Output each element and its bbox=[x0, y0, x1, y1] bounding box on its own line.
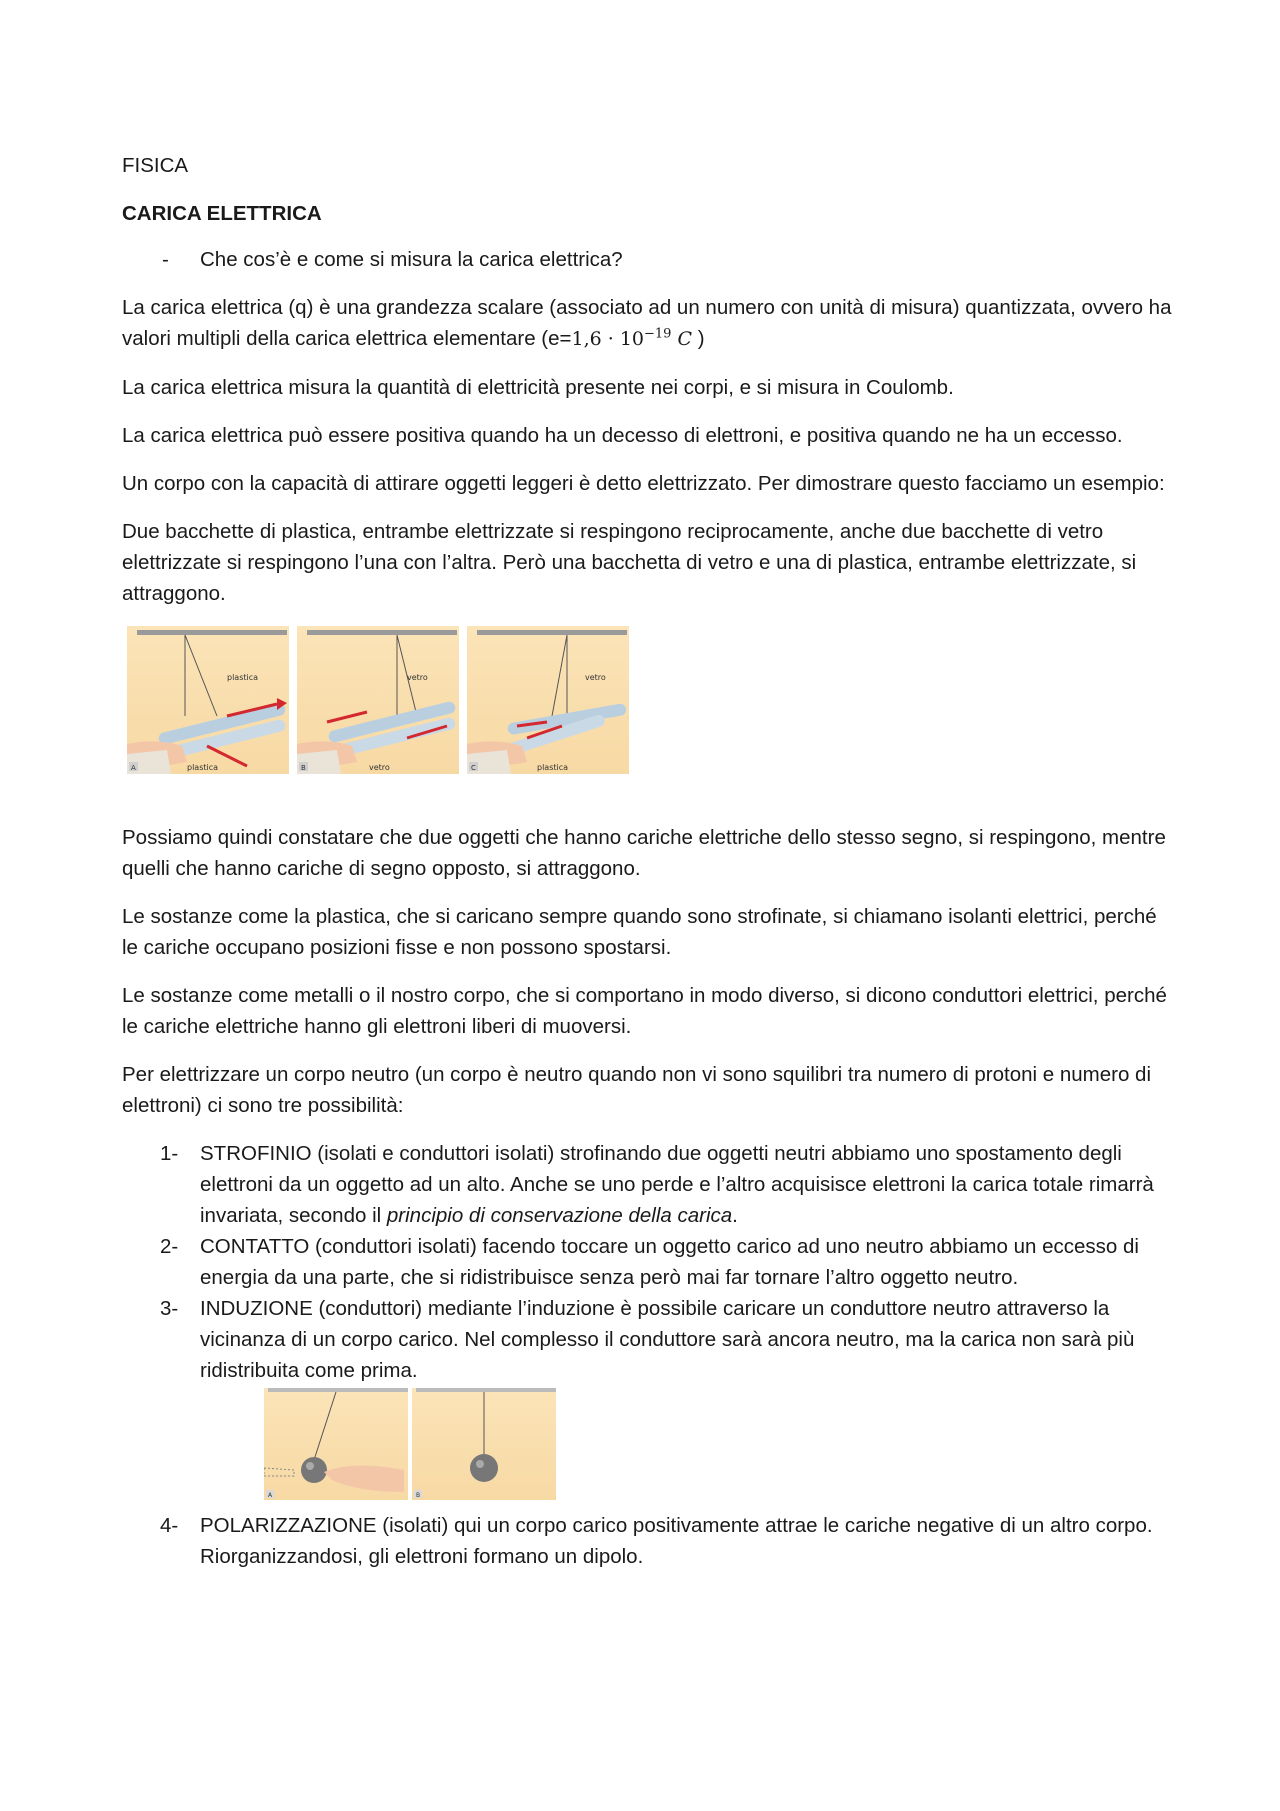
rods-figure bbox=[127, 626, 1172, 774]
paragraph-text: La carica elettrica (q) è una grandezza scalare (associato ad un numero con unità di misura) quantizzata, ovvero ha valori multipli della carica elettrica elementare (e= bbox=[122, 296, 1172, 350]
panel-letter: B bbox=[301, 764, 306, 772]
list-item-text: INDUZIONE (conduttori) mediante l’induzione è possibile caricare un conduttore neutro attraverso la vicinanza di un corpo carico. Nel complesso il conduttore sarà ancora neutro, ma la carica non sarà più ridistribuita come prima. bbox=[200, 1297, 1135, 1382]
figure-panel-a bbox=[127, 626, 289, 774]
list-item-number: 3- bbox=[160, 1297, 179, 1320]
paragraph-definition bbox=[122, 292, 1172, 355]
list-item-number: 1- bbox=[160, 1142, 179, 1165]
panel-top-label: vetro bbox=[407, 673, 428, 682]
panel-letter: B bbox=[416, 1492, 421, 1499]
list-item-text: POLARIZZAZIONE (isolati) qui un corpo carico positivamente attrae le cariche negative di un altro corpo. Riorganizzandosi, gli elettroni formano un dipolo. bbox=[200, 1514, 1153, 1568]
list-item-tail: . bbox=[732, 1204, 738, 1227]
paragraph-neutral-body: Per elettrizzare un corpo neutro (un corpo è neutro quando non vi sono squilibri tra numero di protoni e numero di elettroni) ci sono tre possibilità: bbox=[122, 1063, 1152, 1117]
formula-base: 1,6 · 10 bbox=[571, 328, 645, 350]
paragraph-coulomb: La carica elettrica misura la quantità di elettricità presente nei corpi, e si misura in Coulomb. bbox=[122, 376, 954, 399]
elementary-charge-formula bbox=[572, 328, 693, 350]
panel-letter: C bbox=[471, 764, 476, 772]
electrification-methods-list-continued bbox=[122, 1510, 1172, 1572]
figure-panel-b bbox=[297, 626, 459, 774]
panel-bottom-label: plastica bbox=[537, 763, 569, 772]
list-item-text: CONTATTO (conduttori isolati) facendo toccare un oggetto carico ad uno neutro abbiamo un eccesso di energia da una parte, che si ridistribuisce senza però mai far tornare l’altro oggetto neutro. bbox=[200, 1235, 1139, 1289]
question-item bbox=[122, 244, 1172, 275]
list-item bbox=[122, 1231, 1172, 1293]
induction-panel-a bbox=[264, 1388, 408, 1500]
paragraph-text: ) bbox=[692, 327, 705, 350]
document-page bbox=[122, 150, 1172, 1572]
formula-exponent: −19 bbox=[644, 326, 672, 342]
induction-panel-b bbox=[412, 1388, 556, 1500]
induction-illustration bbox=[412, 1388, 556, 1500]
list-item-body: STROFINIO (isolati e conduttori isolati) strofinando due oggetti neutri abbiamo uno spostamento degli elettroni da un oggetto ad un alto. Anche se uno perde e l’altro acquisisce elettroni la carica totale rimarrà invariata, secondo il bbox=[200, 1142, 1154, 1227]
paragraph-example: Due bacchette di plastica, entrambe elettrizzate si respingono reciprocamente, anche due bacchette di vetro elettrizzate si respingono l’una con l’altra. Però una bacchetta di vetro e una di plastica, entrambe elettrizzate, si attraggono. bbox=[122, 520, 1137, 605]
induction-figure bbox=[264, 1388, 1172, 1500]
rods-illustration bbox=[297, 626, 459, 774]
question-dash: - bbox=[162, 248, 169, 271]
list-item bbox=[122, 1293, 1172, 1386]
list-item-text bbox=[200, 1138, 1172, 1231]
rods-illustration bbox=[467, 626, 629, 774]
list-item-number: 2- bbox=[160, 1235, 179, 1258]
rods-illustration bbox=[127, 626, 289, 774]
formula-unit: C bbox=[677, 328, 693, 350]
list-item bbox=[122, 1138, 1172, 1231]
list-item-number: 4- bbox=[160, 1514, 179, 1537]
list-item bbox=[122, 1510, 1172, 1572]
list-item-emphasis: principio di conservazione della carica bbox=[386, 1204, 733, 1227]
figure-panel-c bbox=[467, 626, 629, 774]
panel-bottom-label: vetro bbox=[369, 763, 390, 772]
section-title: CARICA ELETTRICA bbox=[122, 202, 322, 225]
electrification-methods-list bbox=[122, 1138, 1172, 1386]
question-text: Che cos’è e come si misura la carica elettrica? bbox=[200, 248, 623, 271]
panel-top-label: vetro bbox=[585, 673, 606, 682]
paragraph-sign: La carica elettrica può essere positiva quando ha un decesso di elettroni, e positiva quando ne ha un eccesso. bbox=[122, 424, 1123, 447]
paragraph-insulators: Le sostanze come la plastica, che si caricano sempre quando sono strofinate, si chiamano isolanti elettrici, perché le cariche occupano posizioni fisse e non possono spostarsi. bbox=[122, 905, 1157, 959]
induction-illustration bbox=[264, 1388, 408, 1500]
paragraph-signs-rule: Possiamo quindi constatare che due oggetti che hanno cariche elettriche dello stesso segno, si respingono, mentre quelli che hanno cariche di segno opposto, si attraggono. bbox=[122, 826, 1166, 880]
paragraph-conductors: Le sostanze come metalli o il nostro corpo, che si comportano in modo diverso, si dicono conduttori elettrici, perché le cariche elettriche hanno gli elettroni liberi di muoversi. bbox=[122, 984, 1167, 1038]
paragraph-electrified: Un corpo con la capacità di attirare oggetti leggeri è detto elettrizzato. Per dimostrare questo facciamo un esempio: bbox=[122, 472, 1165, 495]
panel-top-label: plastica bbox=[227, 673, 259, 682]
panel-letter: A bbox=[131, 764, 136, 772]
panel-letter: A bbox=[268, 1492, 273, 1499]
panel-bottom-label: plastica bbox=[187, 763, 219, 772]
subject-heading: FISICA bbox=[122, 154, 189, 177]
